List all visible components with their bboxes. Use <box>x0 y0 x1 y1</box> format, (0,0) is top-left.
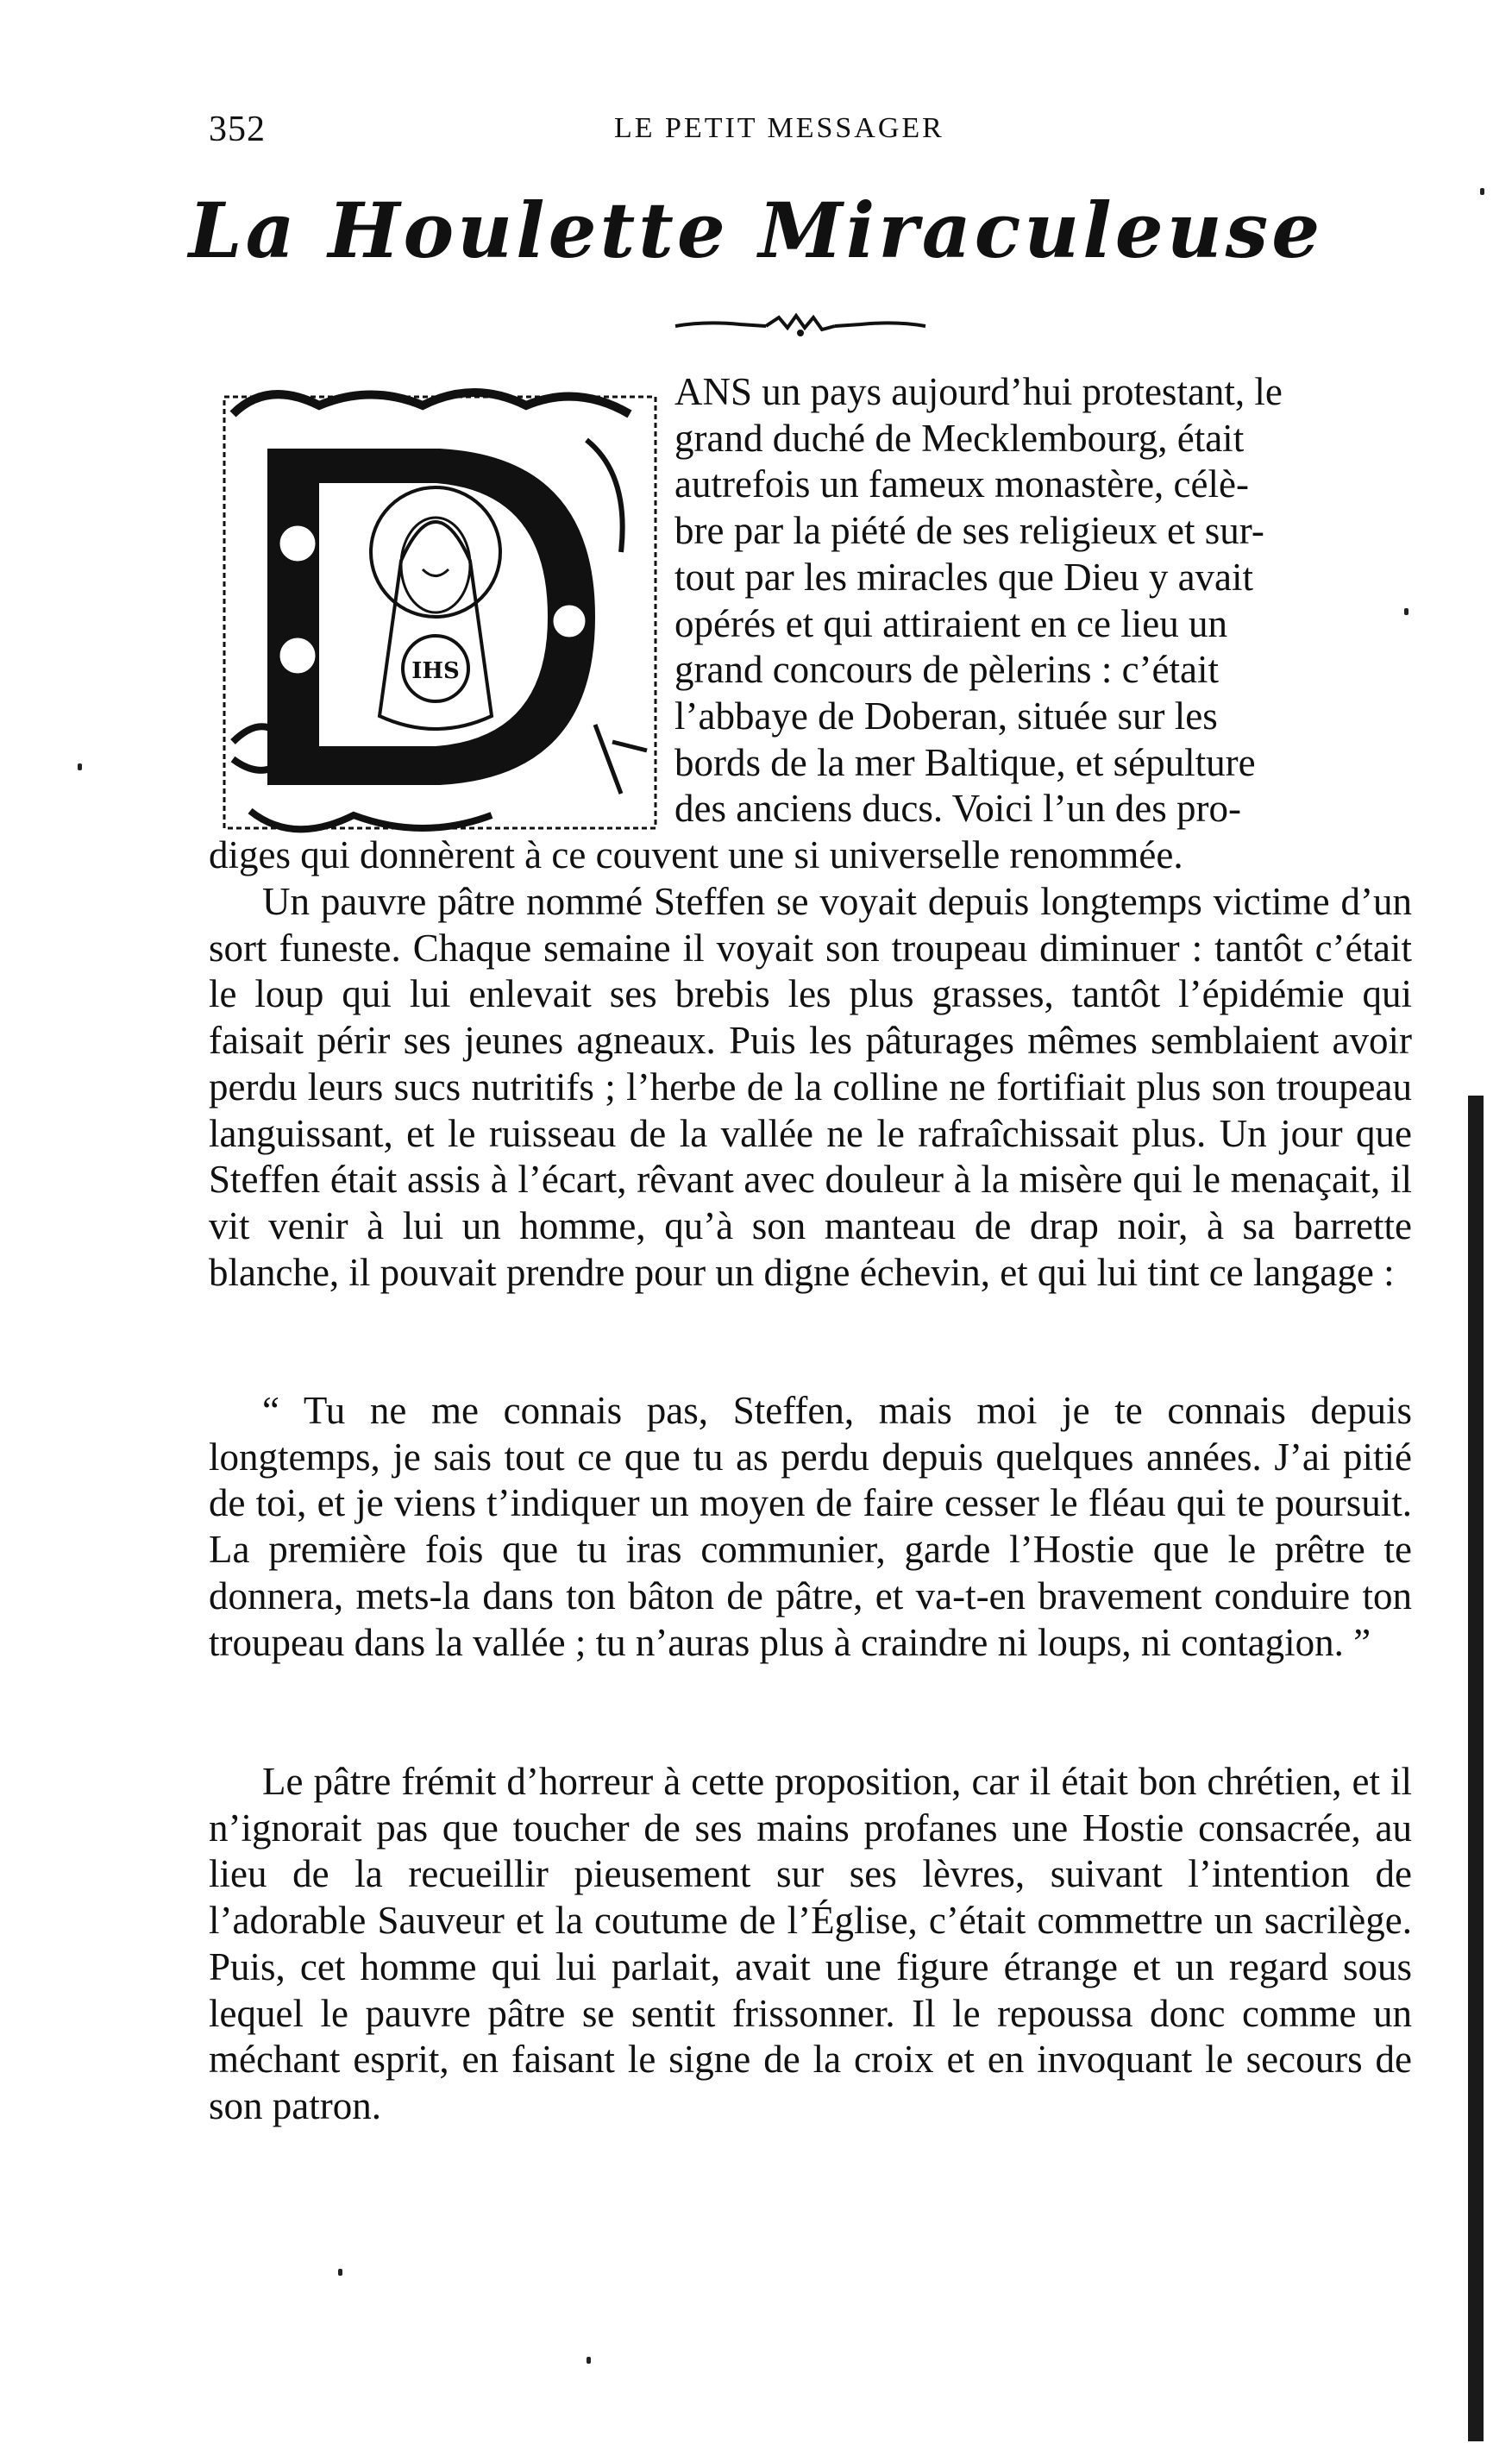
page-number: 352 <box>209 110 266 149</box>
speck <box>1404 608 1408 615</box>
paragraph-shepherd: Un pauvre pâtre nommé Steffen se voyait depuis longtemps victime d’un sort funeste. Chaque semaine il voyait son troupeau diminuer : tantôt c’était le loup qui lui enlevait ses brebis les plus grasses, tantôt l’épidémie qui faisait périr ses jeunes agneaux. Puis les pâturages mêmes semblaient avoir perdu leurs sucs nutritifs ; l’herbe de la colline ne fortifiait plus son troupeau languissant, et le ruisseau de la vallée ne le rafraîchissait plus. Un jour que Steffen était assis à l’écart, rêvant avec douleur à la misère qui le menaçait, il vit venir à lui un homme, qu’à son manteau de drap noir, à sa barrette blanche, il pouvait prendre pour un digne échevin, et qui lui tint ce langage : <box>209 880 1412 1294</box>
speck <box>1480 188 1484 195</box>
intro-line: grand duché de Mecklembourg, était <box>674 416 1245 460</box>
speck <box>78 763 82 770</box>
intro-line: un pays aujourd’hui protestant, le <box>752 370 1283 413</box>
intro-line: autrefois un fameux monastère, célè- <box>674 462 1249 506</box>
monogram-text: IHS <box>411 658 460 684</box>
intro-paragraph <box>674 369 1412 832</box>
intro-line: bords de la mer Baltique, et sépulture <box>674 740 1256 784</box>
intro-line: opérés et qui attiraient en ce lieu un <box>674 601 1227 645</box>
drop-cap-continuation: ANS <box>674 370 753 413</box>
scan-margin-edge <box>1468 1096 1484 2441</box>
intro-tail: diges qui donnèrent à ce couvent une si universelle renommée. <box>209 833 1183 876</box>
intro-first-line <box>674 369 1412 416</box>
speck <box>338 2269 342 2276</box>
intro-line: tout par les miracles que Dieu y avait <box>674 555 1254 599</box>
intro-line: l’abbaye de Doberan, située sur les <box>674 694 1218 738</box>
article-title: La Houlette Miraculeuse <box>188 185 1324 275</box>
title-ornament-icon <box>671 309 930 343</box>
intro-line: des anciens ducs. Voici l’un des pro- <box>674 787 1241 831</box>
paragraph-tempter-speech: “ Tu ne me connais pas, Steffen, mais moi je te connais depuis longtemps, je sais tout ce que tu as perdu depuis quelques années. J’ai pitié de toi, et je viens t’indiquer un moyen de faire cesser le fléau qui te poursuit. La première fois que tu iras communier, garde l’Hostie que le prêtre te donnera, mets-la dans ton bâton de pâtre, et va-t-en bravement conduire ton troupeau dans la vallée ; tu n’auras plus à craindre ni loups, ni contagion. ” <box>209 1389 1412 1664</box>
intro-line: bre par la piété de ses religieux et sur- <box>674 509 1264 553</box>
running-head: LE PETIT MESSAGER <box>614 112 944 144</box>
illuminated-initial <box>216 380 664 845</box>
paragraph-refusal: Le pâtre frémit d’horreur à cette proposition, car il était bon chrétien, et il n’ignorait pas que toucher de ses mains profanes une Hostie consacrée, au lieu de la recueillir pieusement sur ses lèvres, suivant l’intention de l’adorable Sauveur et la coutume de l’Église, c’était commettre un sacrilège. Puis, cet homme qui lui parlait, avait une figure étrange et un regard sous lequel le pauvre pâtre se sentit frissonner. Il le repoussa donc comme un méchant esprit, en faisant le signe de la croix et en invoquant le secours de son patron. <box>209 1760 1412 2127</box>
speck <box>587 2357 591 2364</box>
page-header <box>209 109 1347 152</box>
intro-line: grand concours de pèlerins : c’était <box>674 648 1219 692</box>
